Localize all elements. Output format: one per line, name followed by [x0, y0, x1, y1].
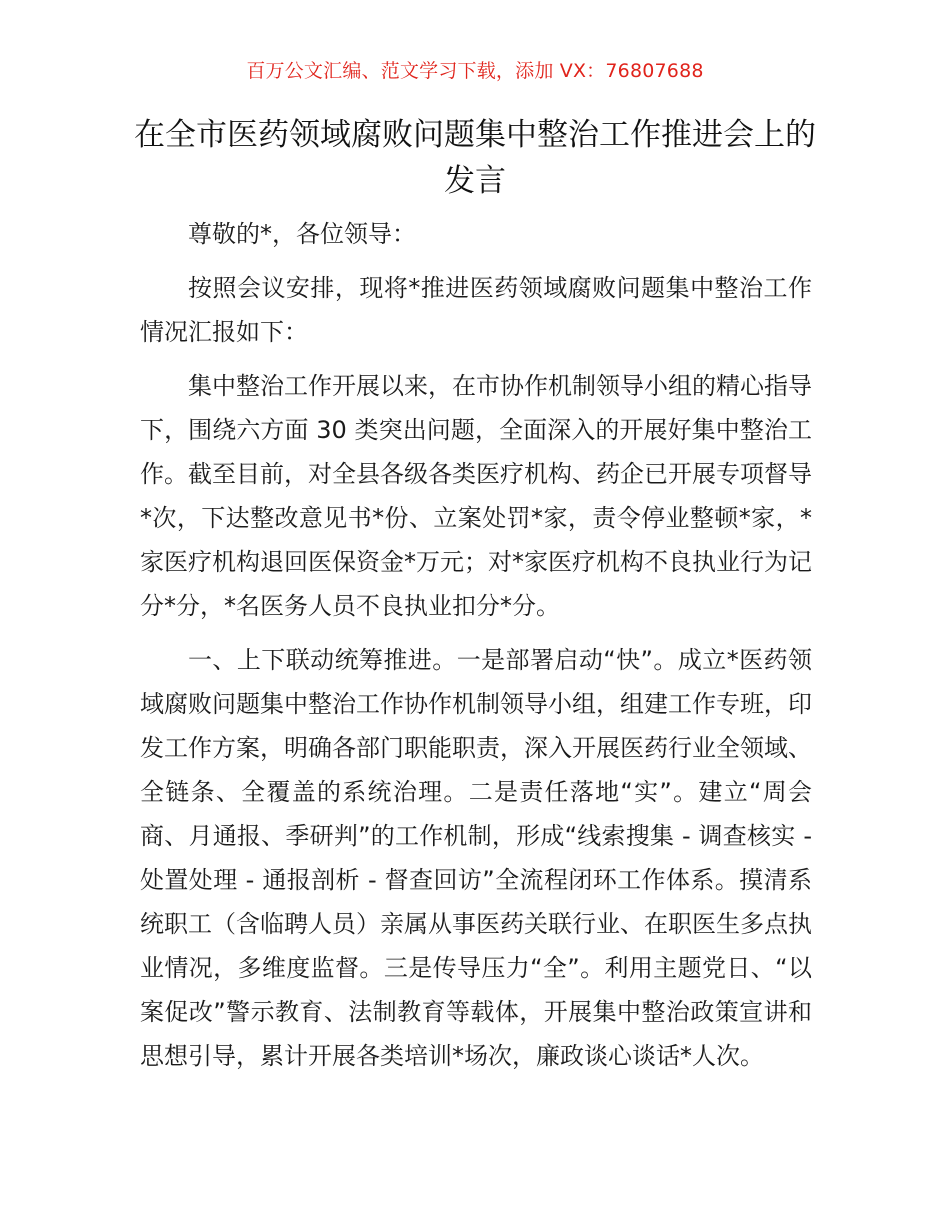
document-body — [140, 212, 812, 1088]
watermark-header: 百万公文汇编、范文学习下载，添加 VX：76807688 — [246, 60, 704, 82]
summary-paragraph: 集中整治工作开展以来，在市协作机制领导小组的精心指导下，围绕六方面 30 类突出问题，全面深入的开展好集中整治工作。截至目前，对全县各级各类医疗机构、药企已开展专项督导*次，下达整改意见书*份、立案处罚*家，责令停业整顿*家，*家医疗机构退回医保资金*万元；对*家医疗机构不良执业行为记分*分，*名医务人员不良执业扣分*分。 — [140, 372, 812, 620]
salutation-paragraph: 尊敬的*，各位领导： — [188, 220, 416, 248]
section-one-paragraph: 一、上下联动统筹推进。一是部署启动“快”。成立*医药领域腐败问题集中整治工作协作机制领导小组，组建工作专班，印发工作方案，明确各部门职能职责，深入开展医药行业全领域、全链条、全覆盖的系统治理。二是责任落地“实”。建立“周会商、月通报、季研判”的工作机制，形成“线索搜集 - 调查核实 - 处置处理 - 通报剖析 - 督查回访”全流程闭环工作体系。摸清系统职工（含临聘人员）亲属从事医药关联行业、在职医生多点执业情况，多维度监督。三是传导压力“全”。利用主题党日、“以案促改”警示教育、法制教育等载体，开展集中整治政策宣讲和思想引导，累计开展各类培训*场次，廉政谈心谈话*人次。 — [140, 646, 812, 1070]
document-title: 在全市医药领域腐败问题集中整治工作推进会上的发言 — [134, 117, 816, 199]
intro-paragraph: 按照会议安排，现将*推进医药领域腐败问题集中整治工作情况汇报如下： — [140, 274, 812, 346]
